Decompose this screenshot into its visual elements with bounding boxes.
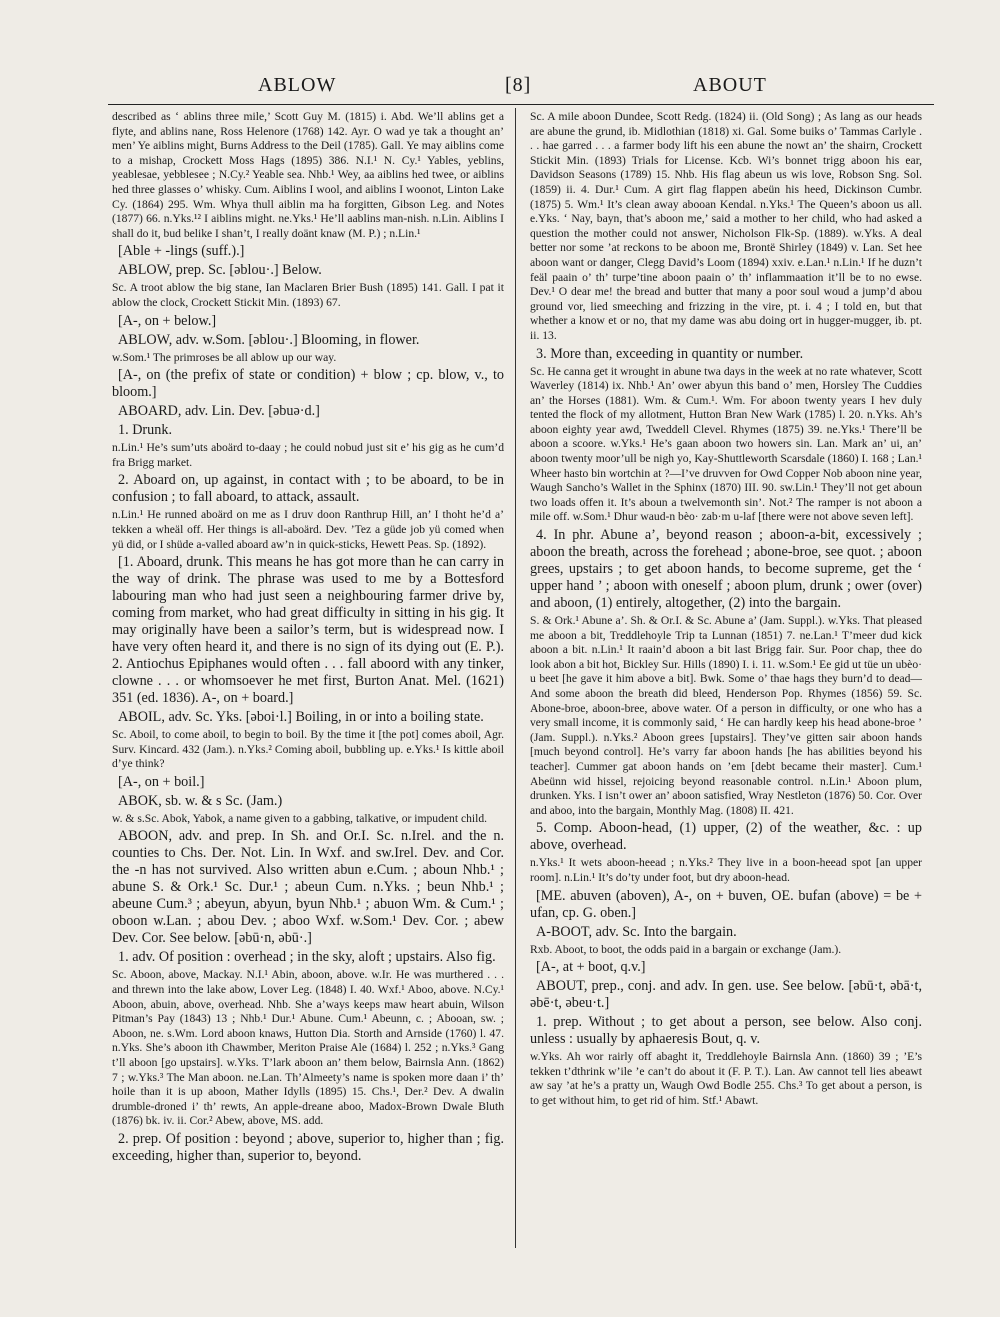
entry-paragraph: ABOARD, adv. Lin. Dev. [əbuə·d.] [118,403,320,420]
quotation-paragraph: w. & s.Sc. Abok, Yabok, a name given to a gabbing, talkative, or impudent child. [112,811,488,825]
header-rule [108,104,934,105]
left-column [112,110,504,1250]
entry-paragraph: [A-, on (the prefix of state or condition) + blow ; cp. blow, v., to bloom.] [112,367,504,401]
header-last-word: ABOUT [693,74,767,96]
entry-paragraph: 2. Aboard on, up against, in contact with ; to be aboard, to be in confusion ; to fall aboard, to attack, assault. [112,472,504,506]
entry-paragraph: ABOIL, adv. Sc. Yks. [əboi·l.] Boiling, in or into a boiling state. [118,709,484,726]
quotation-paragraph: w.Yks. Ah wor rairly off abaght it, Treddlehoyle Bairnsla Ann. (1860) 39 ; ’E’s tekken t’dthrink w’ile ’e can’t do about it (F. P. T.). Lan. Aw cannot tell lies abeawt aw say ’at he’s a pratty un, Waugh Owd Bodle 255. Chs.³ To get about a person, is to get without him, to get rid of him. Stf.¹ Abawt. [530,1050,922,1107]
entry-paragraph: ABOON, adv. and prep. In Sh. and Or.I. Sc. n.Irel. and the n. counties to Chs. Der. Not. Lin. In Wxf. and sw.Irel. Dev. and Cor. the -n has not survived. Also written abun e.Cum. ; aboun Nhb.¹ ; abune S. & Ork.¹ Sc. Dur.¹ ; abeun Cum. n.Yks. ; beun Nhb.¹ ; abeune Cum.³ ; abeyun, abyun, byun Nhb.¹ ; abuon Wm. & Cum.¹ ; oboon w.Lan. ; abou Dev. ; aboo Wxf. w.Som.¹ Dev. Cor. ; abew Dev. Cor. See below. [əbū·n, əbū·.] [112,828,504,947]
quotation-paragraph: Sc. Aboil, to come aboil, to begin to boil. By the time it [the pot] comes aboil, Agr. Surv. Kincard. 432 (Jam.). n.Yks.² Coming aboil, bubbling up. e.Yks.¹ Is kittle aboil d’ye think? [112,728,504,771]
entry-paragraph: 3. More than, exceeding in quantity or number. [536,345,804,362]
quotation-paragraph: n.Yks.¹ It wets aboon-heead ; n.Yks.² They live in a boon-heead spot [an upper room]. n.Lin.¹ It’s do’ty under foot, but dry aboon-head. [530,856,922,884]
quotation-paragraph: Sc. A troot ablow the big stane, Ian Maclaren Brier Bush (1895) 141. Gall. I pat it ablow the clock, Crockett Stickit Min. (1893) 67. [112,281,504,309]
quotation-paragraph: Rxb. Aboot, to boot, the odds paid in a bargain or exchange (Jam.). [530,942,842,956]
entry-paragraph: ABLOW, adv. w.Som. [əblou·.] Blooming, in flower. [118,331,420,348]
entry-paragraph: 1. Drunk. [118,422,172,439]
quotation-paragraph: described as ‘ ablins three mile,’ Scott Guy M. (1815) i. Abd. We’ll ablins get a flyte, and ablins nane, Ross Helenore (1768) 142. Ayr. O wad ye tak a thought an’ men’ Ye aiblins might, Burns Address to the Deil (1785). Gall. Ye may aiblins come to a mishap, Crockett Moss Hags (1895) 386. N.I.¹ N. Cy.¹ Yables, yeblins, yeablesae, yebblesee ; N.Cy.² Yeable sea. Nhb.¹ Wey, aa aiblins hed twee, or aiblins hed three glasses o’ whisky. Cum. Aiblins I wool, and aiblins I woonot, Linton Lake Cy. (1864) 295. Wm. Whya thull aiblin ma ha forgitten, Gibson Leg. and Notes (1877) 66. n.Yks.¹² I aiblins might. ne.Yks.¹ He’ll aablins man-nish. n.Lin. Aiblins I shall do it, bud belike I shan’t, I really doänt knaw (M. P.) ; n.Lin.¹ [112,110,504,240]
entry-paragraph: ABLOW, prep. Sc. [əblou·.] Below. [118,262,322,279]
quotation-paragraph: Sc. He canna get it wrought in abune twa days in the week at no rate whatever, Scott Waverley (1814) ix. Nhb.¹ An’ ower abyun this band o’ men, Horsley The Cuddies an’ the Horses (1881). Wm. & Cum.¹. Wm. For aboon twenty years I hev duly tented the flock of my allotment, Hutton Bran New Wark (1785) l. 20. n.Yks. Ah’s aboon eighty year awd, Tweddell Clevel. Rhymes (1875) 39. ne.Yks.¹ There’ll be aboon a scoore. w.Yks.¹ He’s gaan aboon two howers sin. Lan. Mark an’ ui, an’ aboon twenty moor’ull be nigh yo, Kay-Shuttleworth Scarsdale (1860) I. 168 ; Lan.¹ Wheer hasto bin wortchin at ?—I’ve druvven for Owd Copper Nob aboon nine year, Waugh Sancho’s Wallet in the Sphinx (1870) III. 90. sw.Lin.¹ They’ll not get aboun two loads offen it. It’s aboun a twelvemonth sin’. Not.² The ramper is not aboon a mile off. w.Som.¹ Dhur waud-n bèo· zab·m u-laf [there were not above seven left]. [530,364,922,524]
entry-paragraph: [A-, on + below.] [118,312,217,329]
page-header [100,74,934,104]
quotation-paragraph: n.Lin.¹ He’s sum’uts aboärd to-daay ; he could nobud just sit e’ his gig as he cum’d fra Brigg market. [112,441,504,469]
entry-paragraph: 5. Comp. Aboon-head, (1) upper, (2) of the weather, &c. : up above, overhead. [530,820,922,854]
page-number: [8] [505,74,532,96]
entry-paragraph: [A-, on + boil.] [118,773,205,790]
entry-paragraph: 1. adv. Of position : overhead ; in the sky, aloft ; upstairs. Also fig. [118,949,496,966]
entry-paragraph: [A-, at + boot, q.v.] [536,959,646,976]
entry-paragraph: ABOUT, prep., conj. and adv. In gen. use. See below. [əbū·t, əbā·t, əbē·t, əbeu·t.] [530,978,922,1012]
entry-paragraph: A-BOOT, adv. Sc. Into the bargain. [536,923,737,940]
entry-paragraph: [ME. abuven (aboven), A-, on + buven, OE. bufan (above) = be + ufan, cp. G. oben.] [530,887,922,921]
quotation-paragraph: w.Som.¹ The primroses be all ablow up our way. [112,350,337,364]
quotation-paragraph: Sc. Aboon, above, Mackay. N.I.¹ Abin, aboon, above. w.Ir. He was murthered . . . and threwn into the lake abow, Lover Leg. (1848) I. 40. Wxf.¹ Aboo, above. N.Cy.¹ Aboon, abuin, above, overhead. Nhb. She a’ways keeps maw heart abuin, Wilson Pitman’s Pay (1843) 13 ; Nhb.¹ Dur.¹ Abune. Cum.¹ Abeunn, c. ; Abooan, sw. ; Aboon, ne. s.Wm. Lord aboon knaws, Hutton Dia. Storth and Arnside (1760) l. 47. n.Yks. She’s aboon ith Chawmber, Meriton Praise Ale (1684) l. 252 ; n.Yks.³ Gang t’ll aboon [go upstairs]. w.Yks. T’lark aboon an’ them below, Bairnsla Ann. (1862) 7 ; w.Yks.³ The Man aboon. ne.Lan. Th’Almeety’s name is spoken more daan i’ th’ hoile than it is up aboon, Mather Idylls (1895) 15. Chs.¹, Der.² Dev. A dwalin drumble-droned i’ th’ rewts, An apple-dreane aboo, Madox-Brown Dwale Bluth (1876) bk. iv. ii. Cor.² Abew, above, MS. add. [112,968,504,1128]
entry-paragraph: ABOK, sb. w. & s Sc. (Jam.) [118,792,283,809]
entry-paragraph: [Able + -lings (suff.).] [118,243,245,260]
entry-paragraph: 4. In phr. Abune a’, beyond reason ; aboon-a-bit, excessively ; aboon the breath, across the forehead ; abone-broe, see quot. ; aboon grees, upstairs ; to get aboon hands, to become supreme, get the ‘ upper hand ’ ; aboon with oneself ; aboon plum, drunk ; ower (over) and aboon, (1) entirely, altogether, (2) into the bargain. [530,527,922,612]
right-column [530,110,922,1250]
entry-paragraph: 2. prep. Of position : beyond ; above, superior to, higher than ; fig. exceeding, higher than, superior to, beyond. [112,1131,504,1164]
entry-paragraph: [1. Aboard, drunk. This means he has got more than he can carry in the way of drink. The phrase was used to me by a Bottesford labouring man who had just seen a neighbouring farmer drive by, coming from market, who had great difficulty in sitting in his gig. It may originally have been a sailor’s term, but is widespread now. I have very often heard it, and there is no sign of its dying out (E. P.). 2. Antiochus Epiphanes would often . . . fall aboord with any tinker, clowne . . . or whomsoever he met first, Burton Anat. Mel. (1621) 351 (ed. 1836). A-, on + board.] [112,554,504,707]
entry-paragraph: 1. prep. Without ; to get about a person, see below. Also conj. unless : usually by aphaeresis Bout, q. v. [530,1014,922,1048]
quotation-paragraph: Sc. A mile aboon Dundee, Scott Redg. (1824) ii. (Old Song) ; As lang as our heads are abune the grund, ib. Midlothian (1818) xi. Gal. Some buiks o’ Tammas Carlyle . . . hae garred . . . a farmer body lift his een abune the nowt an’ the shairn, Crockett Stickit Min. (1893) Trials for License. Kcb. Wi’s bonnet trigg aboon his ear, Davidson Seasons (1789) 15. Nhb. His flag abeun us wis love, Robson Sng. Sol. (1859) ii. 4. Dur.¹ Cum. A girt flag flappen abeün his heed, Dickinson Cumbr. (1875) 5. Wm.¹ It’s clean away abooan Kendal. n.Yks.¹ The Queen’s aboon us all. e.Yks. ‘ Nay, bayn, that’s aboon me,’ said a mother to her child, who had asked a question the mother could not answer, Nicholson Flk-Sp. (1889). w.Yks. A deal better nor some ’at reckons to be aboon me, Brontë Shirley (1849) v. Lan. Set hee aboon want or danger, Clegg David’s Loom (1894) xxiv. e.Lan.¹ n.Lin.¹ If he duzn’t feäl paain o’ th’ turpe’tine aboon paain o’ th’ inflammaation it’ll be to no ewse. Dev.¹ O dear me! the bread and butter that many a poor soul woud a jump’d abou ground vor, lied smeeching and frizzing in the vire, pt. i. 4 ; I told en, but that whether a know et or no, that my dame was abu doing ort in hugger-mugger, ib. pt. ii. 13. [530,110,922,342]
header-first-word: ABLOW [258,74,337,96]
column-divider [515,108,516,1248]
quotation-paragraph: S. & Ork.¹ Abune a’. Sh. & Or.I. & Sc. Abune a’ (Jam. Suppl.). w.Yks. That pleased me aboon a bit, Treddlehoyle Trip ta Lunnan (1851) 7. ne.Lan.¹ T’meer dud kick aboon a bit. n.Lin.¹ It raain’d aboon a bit last Brigg fair. Sur. Poor chap, thee do look abon a bit hot, Bickley Sur. Hills (1890) I. i. 11. w.Som.¹ Ee gid ut tüe un ubèo· u beet [he gave it him above a bit]. Bwk. Some o’ thae hags they burn’d to dead—And some aboon the breath did bleed, Henderson Pop. Rhymes (1856) 59. Sc. Abone-broe, aboon-bree, above water. Of a person in difficulty, or one who has a very small income, it is commonly said, ‘ He can hardly keep his head abone-broe ’ (Jam. Suppl.). n.Yks.² Aboon grees [upstairs]. They’ve gitten sair aboon hands [much beyond control]. He’s varry far aboon hands [he has abilities beyond his teacher]. Cummer gat aboon hands on ’em [debt became their master]. Cum.¹ Abeünn wid hissel, rejoicing beyond reasonable control. n.Lin.¹ Aboon plum, drunken. Yks. I isn’t ower an’ aboon satisfied, Wray Nestleton (1876) 50. Cor. Over and aboo, into the bargain, Monthly Mag. (1808) II. 421. [530,614,922,817]
quotation-paragraph: n.Lin.¹ He runned aboärd on me as I druv doon Ranthrup Hill, an’ I thoht he’d a’ tekken a wheäl off. Her things is all-aboärd. Dev. ’Tez a güde job yü comed when yü did, or I shüde a-valled aboard aw’n in quick-sticks, Hewett Peas. Sp. (1892). [112,508,504,551]
